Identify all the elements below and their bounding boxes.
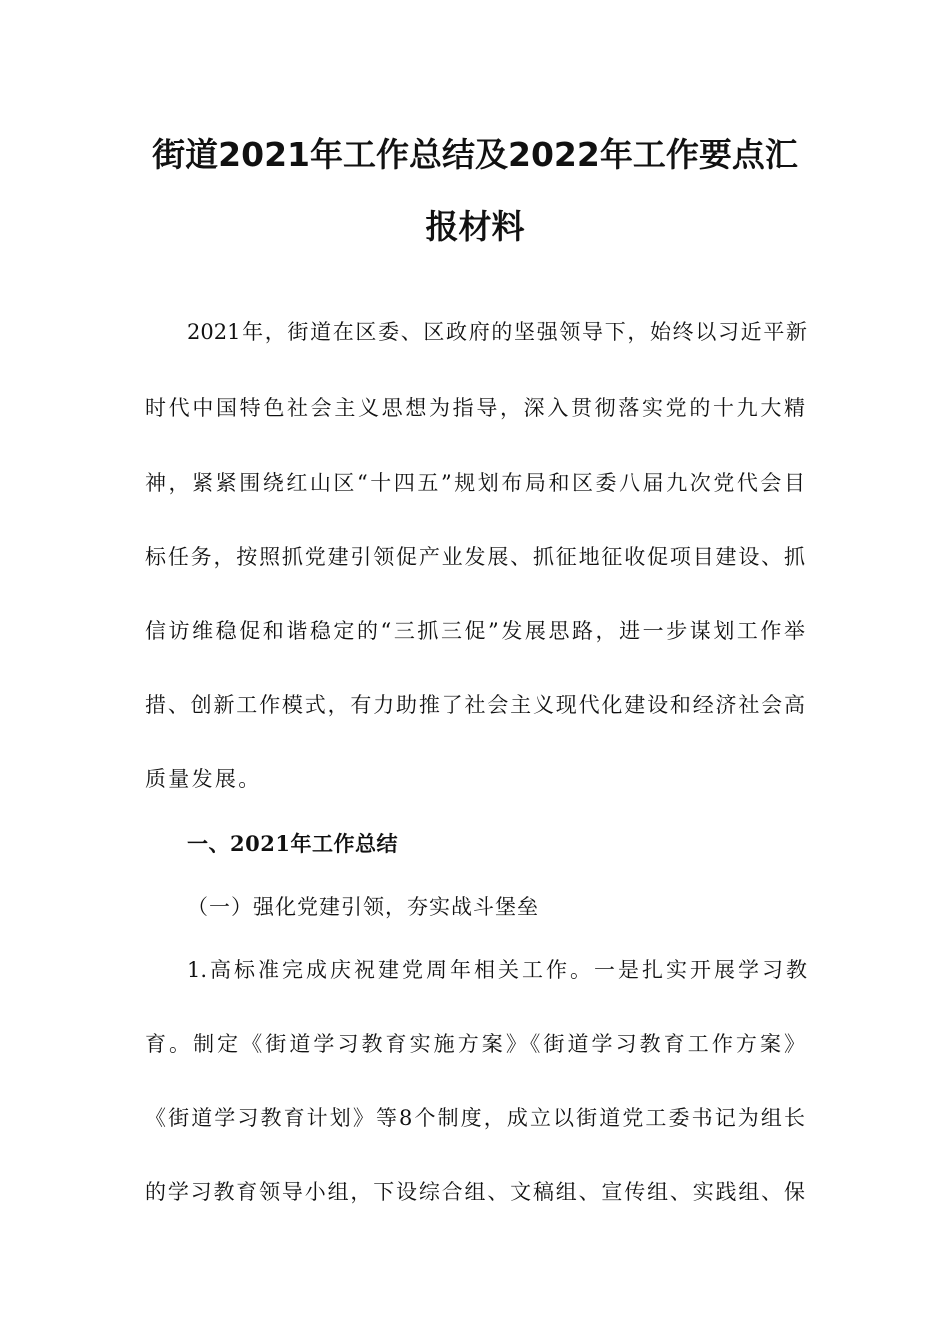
paragraph-line: 《街道学习教育计划》等8个制度，成立以街道党工委书记为组长	[145, 1106, 805, 1130]
paragraph-line: 时代中国特色社会主义思想为指导，深入贯彻落实党的十九大精	[145, 396, 805, 420]
paragraph-line: 2021年，街道在区委、区政府的坚强领导下，始终以习近平新	[187, 320, 807, 344]
paragraph-line: 育。制定《街道学习教育实施方案》《街道学习教育工作方案》	[145, 1032, 805, 1056]
paragraph-line: 措、创新工作模式，有力助推了社会主义现代化建设和经济社会高	[145, 693, 805, 717]
paragraph-line: 标任务，按照抓党建引领促产业发展、抓征地征收促项目建设、抓	[145, 545, 805, 569]
paragraph-line: 信访维稳促和谐稳定的“三抓三促”发展思路，进一步谋划工作举	[145, 619, 805, 643]
section-heading: 一、2021年工作总结	[187, 831, 398, 856]
document-title-line-2: 报材料	[425, 207, 525, 246]
subsection-heading: （一）强化党建引领，夯实战斗堡垒	[187, 895, 539, 919]
document-title-line-1: 街道2021年工作总结及2022年工作要点汇	[152, 135, 798, 174]
paragraph-line: 1.高标准完成庆祝建党周年相关工作。一是扎实开展学习教	[187, 958, 807, 982]
paragraph-line: 的学习教育领导小组，下设综合组、文稿组、宣传组、实践组、保	[145, 1180, 805, 1204]
paragraph-line: 神，紧紧围绕红山区“十四五”规划布局和区委八届九次党代会目	[145, 471, 805, 495]
paragraph-line: 质量发展。	[145, 767, 262, 791]
